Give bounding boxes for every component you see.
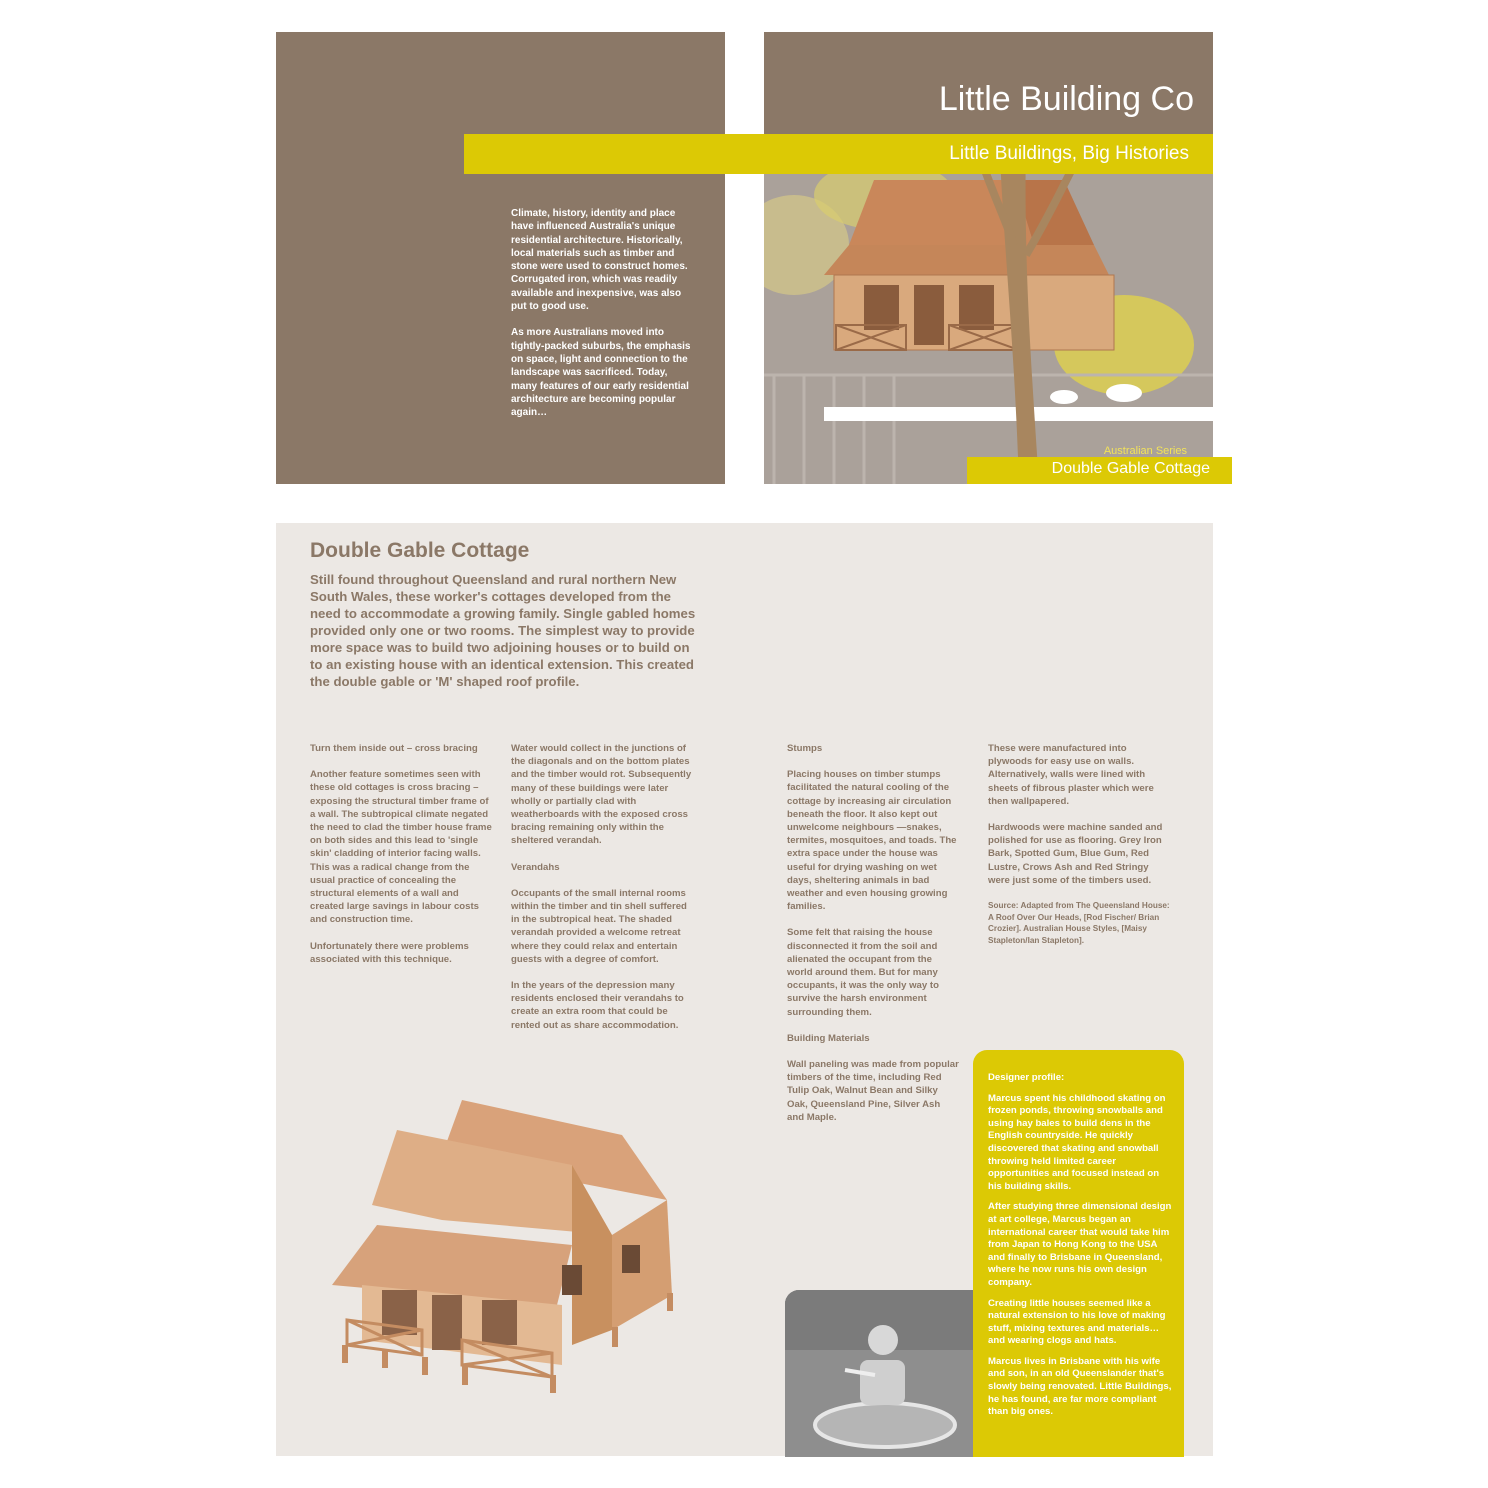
model-name: Double Gable Cottage [1051,460,1210,477]
model-house-image [322,1095,702,1395]
series-label: Australian Series [1103,445,1187,457]
source-citation: Source: Adapted from The Queensland House: A Roof Over Our Heads, [Rod Fischer/ Brian Crozier]. Australian House Styles, [Maisy Stapleton/Ian Stapleton]. [988,901,1170,945]
cover-illustration [764,135,1213,484]
stumps-heading: Stumps [787,743,823,754]
cross-bracing-heading: Turn them inside out – cross bracing [310,743,478,754]
boy-on-go-kart-image [785,1290,973,1457]
col2-paragraph-2: Occupants of the small internal rooms within the timber and tin shell suffered in the subtropical heat. The shaded verandah provided a welcome retreat where they could relax and entertain guests with a degree of comfort. [511,887,687,965]
designer-paragraph-2: After studying three dimensional design at art college, Marcus began an international career that would take him from Japan to Hong Kong to the USA and finally to Brisbane in Queensland, where he now runs his own design company. [988,1201,1172,1288]
column-1 [310,742,492,979]
series-bar [967,457,1232,484]
col4-paragraph-2: Hardwoods were machine sanded and polished for use as flooring. Grey Iron Bark, Spotted Gum, Blue Gum, Red Lustre, Crows Ash and Red Stringy were just some of the timbers used. [988,822,1163,886]
col2-paragraph-1: Water would collect in the junctions of the diagonals and on the bottom plates and the timber would rot. Subsequently many of these buildings were later wholly or partially clad with weatherboards with the exposed cross bracing remaining only within the sheltered verandah. [511,743,692,847]
intro-paragraph-1: Climate, history, identity and place have influenced Australia's unique residential architecture. Historically, local materials such as timber and stone were used to construct homes. Corrugated iron, which was readily available and inexpensive, was also put to good use. [511,208,688,313]
designer-childhood-photo [785,1290,973,1457]
building-materials-heading: Building Materials [787,1032,870,1044]
tagline-bar [464,134,1213,174]
tagline: Little Buildings, Big Histories [949,143,1189,164]
col1-paragraph-1: Another feature sometimes seen with these old cottages is cross bracing – exposing the structural timber frame of a wall. The subtropical climate negated the need to clad the timber house frame on both sides and this lead to 'single skin' cladding of interior facing walls. This was a radical change from the usual practice of concealing the structural elements of a wall and created large savings in labour costs and construction time. [310,769,492,926]
intro-text [511,207,691,432]
designer-paragraph-4: Marcus lives in Brisbane with his wife and son, in an old Queenslander that's slowly being renovated. Little Buildings, he has found, are far more compliant than big ones. [988,1355,1172,1418]
designer-paragraph-3: Creating little houses seemed like a natural extension to his love of making stuff, mixing textures and materials…and wearing clogs and hats. [988,1297,1166,1347]
column-2 [511,742,693,1045]
intro-paragraph-2: As more Australians moved into tightly-packed suburbs, the emphasis on space, light and connection to the landscape was sacrificed. Today, many features of our early residential architecture are becoming popular again… [511,327,691,419]
col3-paragraph-3: Wall paneling was made from popular timbers of the time, including Red Tulip Oak, Walnut Bean and Silky Oak, Queensland Pine, Silver Ash and Maple. [787,1059,959,1123]
column-3 [787,742,959,1137]
designer-heading: Designer profile: [988,1072,1065,1083]
col1-paragraph-2: Unfortunately there were problems associated with this technique. [310,940,469,965]
col3-paragraph-2: Some felt that raising the house disconnected it from the soil and alienated the occupant from the world around them. But for many occupants, it was the only way to survive the harsh environment surrounding them. [787,927,939,1018]
col2-paragraph-3: In the years of the depression many residents enclosed their verandahs to create an extra room that could be rented out as share accommodation. [511,980,684,1031]
verandahs-heading: Verandahs [511,861,560,873]
designer-profile-text [988,1072,1173,1427]
article-title: Double Gable Cottage [310,539,530,562]
article-lead: Still found throughout Queensland and rural northern New South Wales, these worker's cottages developed from the need to accommodate a growing family. Single gabled homes provided only one or two rooms. The simplest way to provide more space was to build two adjoining houses or to build on to an existing house with an identical extension. This created the double gable or 'M' shaped roof profile. [310,572,696,689]
designer-paragraph-1: Marcus spent his childhood skating on frozen ponds, throwing snowballs and using hay bales to build dens in the English countryside. He quickly discovered that skating and snowball throwing held limited career opportunities and focused instead on his building skills. [988,1092,1166,1192]
column-4 [988,742,1170,959]
col3-paragraph-1: Placing houses on timber stumps facilitated the natural cooling of the cottage by increasing air circulation beneath the floor. It also kept out unwelcome neighbours —snakes, termites, mosquitoes, and toads. The extra space under the house was useful for drying washing on wet days, sheltering animals in bad weather and even housing growing families. [787,769,957,913]
cover-title: Little Building Co [938,80,1194,118]
col4-paragraph-1: These were manufactured into plywoods for easy use on walls. Alternatively, walls were lined with sheets of fibrous plaster which were then wallpapered. [988,743,1154,807]
